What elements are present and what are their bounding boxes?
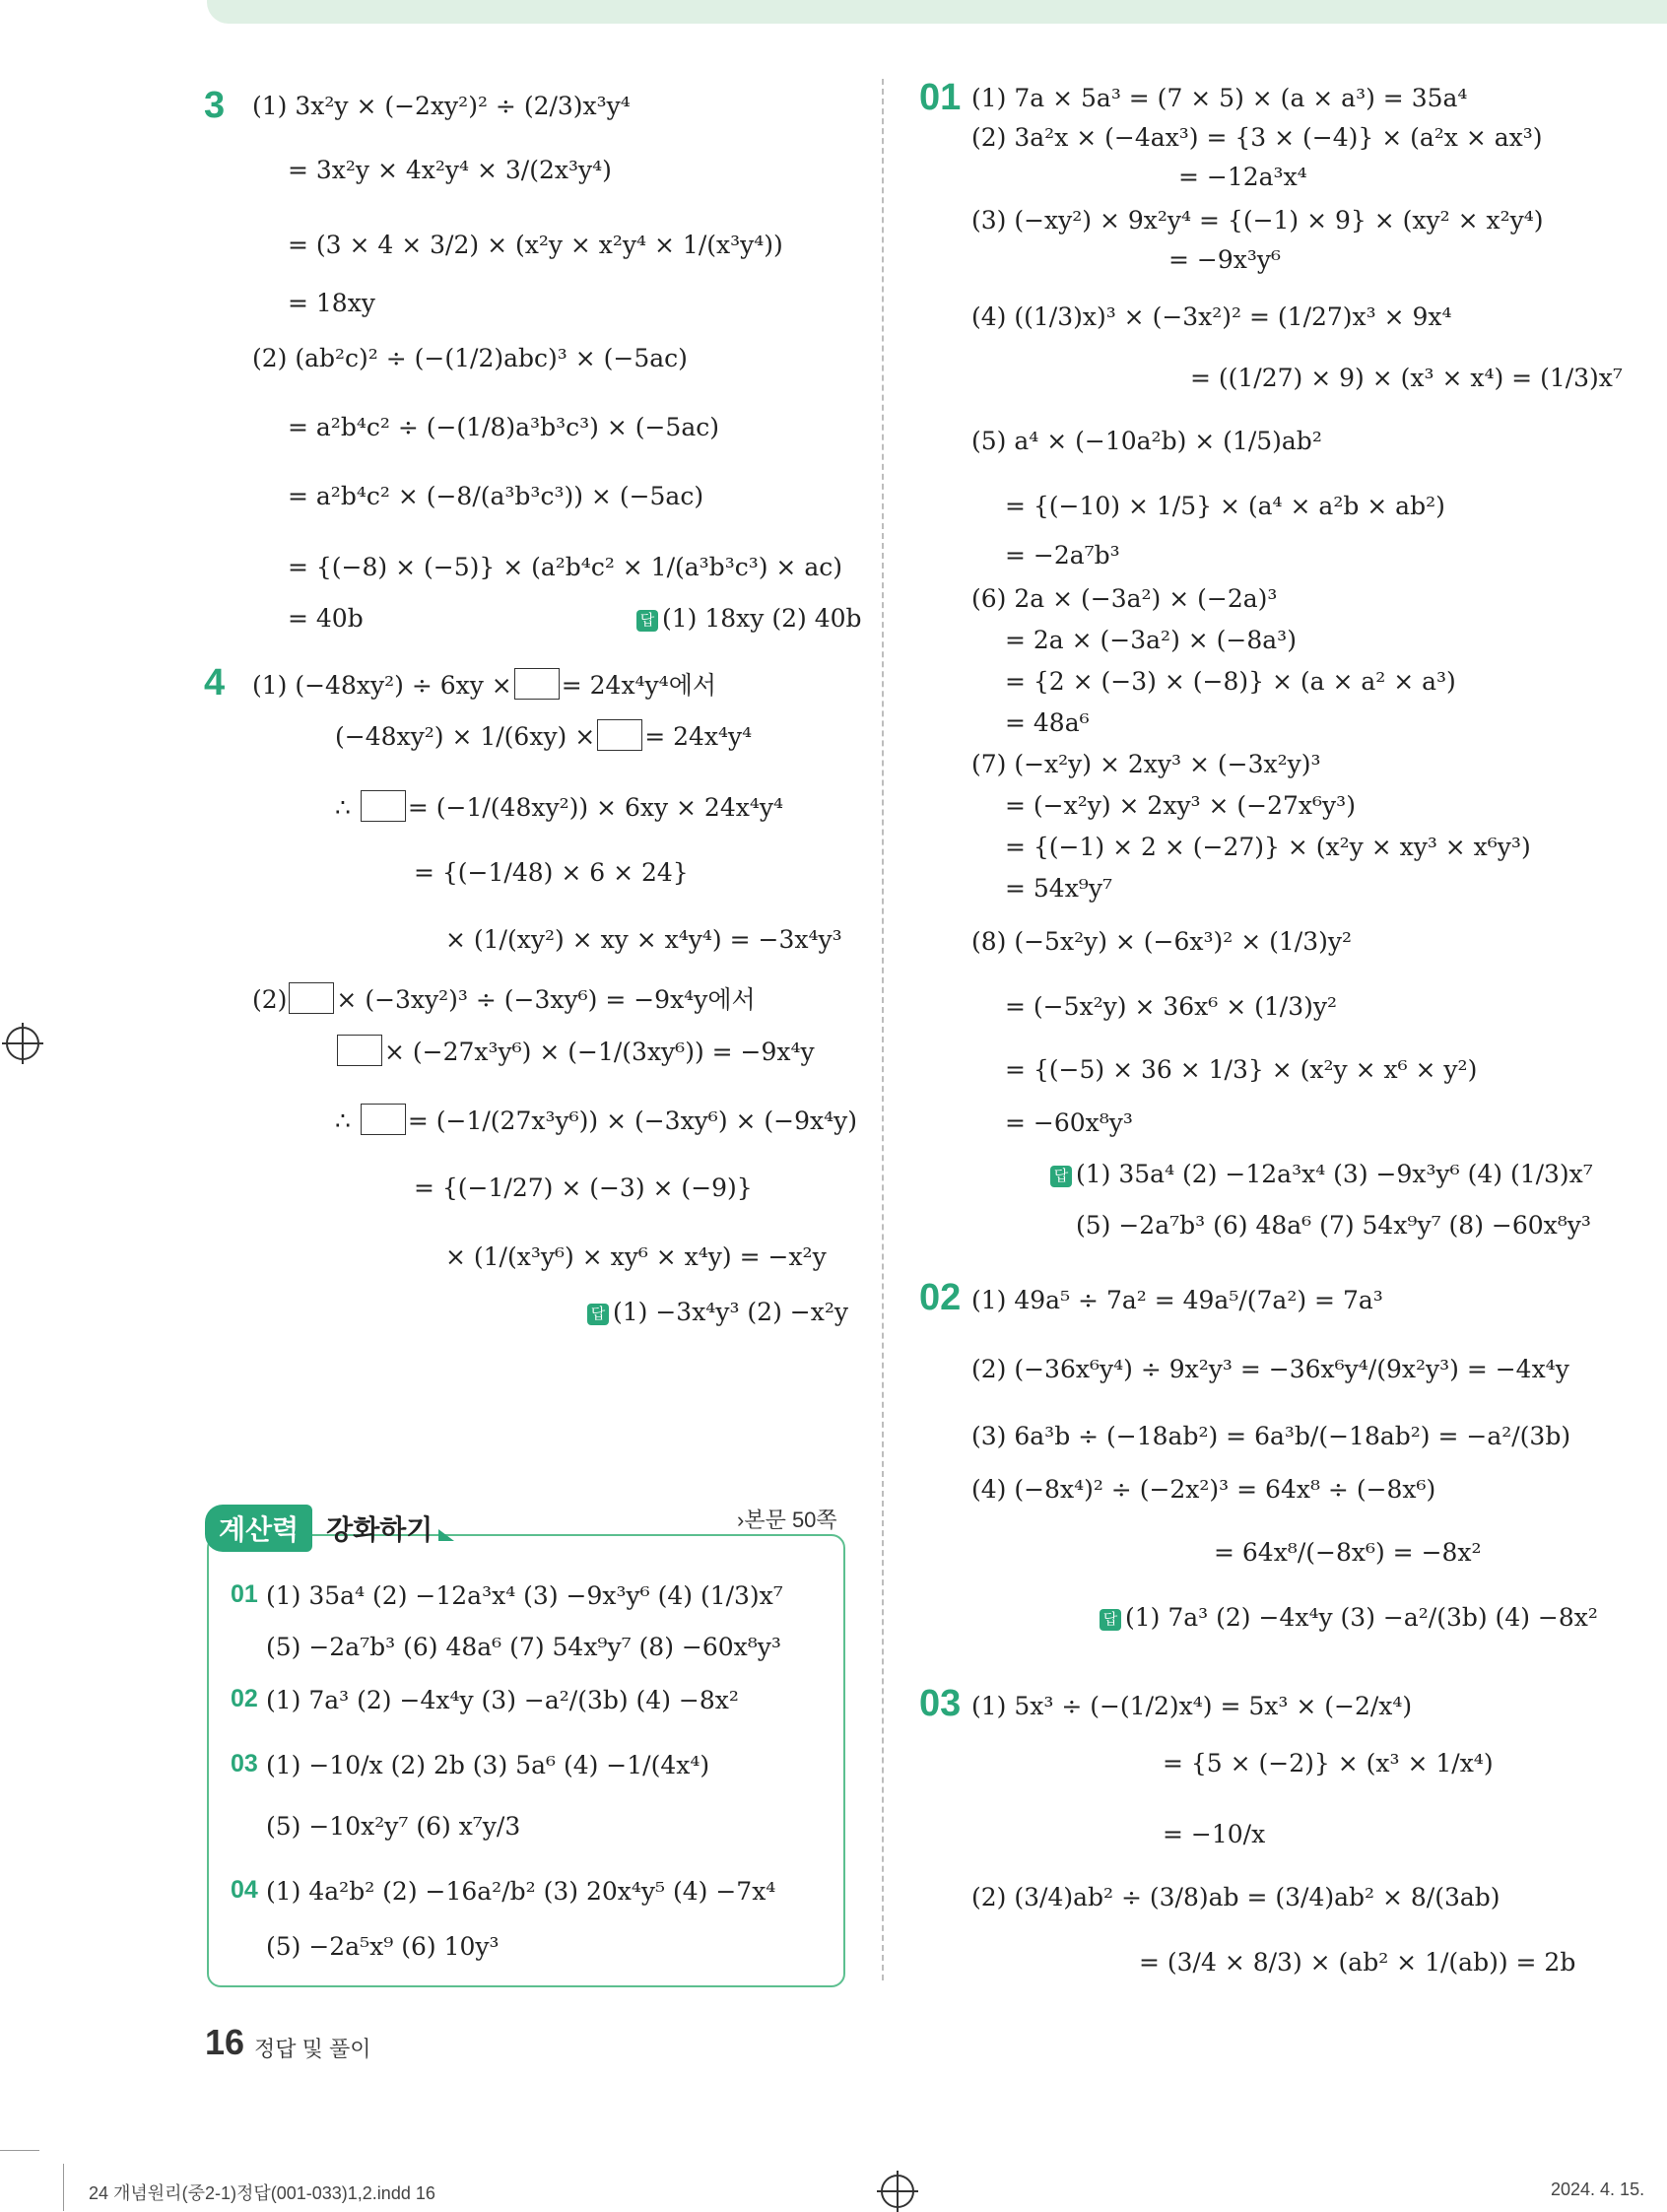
q03-line-1: (1) 5x³ ÷ (−(1/2)x⁴) = 5x³ × (−2/x⁴): [971, 1692, 1413, 1720]
p4-line-4: = {(−1/48) × 6 × 24}: [414, 858, 689, 887]
p4-line-3: [335, 790, 783, 823]
blank-box: [361, 790, 406, 822]
blank-box: [337, 1035, 382, 1066]
q01-line-5: = −9x³y⁶: [1168, 245, 1282, 274]
q02-answer-text: (1) 7a³ (2) −4x⁴y (3) −a²/(3b) (4) −8x²: [1125, 1603, 1598, 1632]
q01-line-1: (1) 7a × 5a³ = (7 × 5) × (a × a³) = 35a⁴: [971, 84, 1468, 112]
p4-line-3-text-b: = (−1/(48xy²)) × 6xy × 24x⁴y⁴: [407, 793, 783, 822]
q02-line-3: (3) 6a³b ÷ (−18ab²) = 6a³b/(−18ab²) = −a²/(3b): [971, 1422, 1571, 1450]
p4-line-2-text-a: (−48xy²) × 1/(6xy) ×: [335, 722, 596, 751]
p3-line-3: = (3 × 4 × 3/2) × (x²y × x²y⁴ × 1/(x³y⁴)): [288, 231, 783, 259]
q01-line-14: = 48a⁶: [1005, 708, 1090, 737]
calc-row-01a: (1) 35a⁴ (2) −12a³x⁴ (3) −9x³y⁶ (4) (1/3)x⁷: [266, 1581, 783, 1610]
q03-line-2: = {5 × (−2)} × (x³ × 1/x⁴): [1163, 1749, 1494, 1777]
q02-line-4: (4) (−8x⁴)² ÷ (−2x²)³ = 64x⁸ ÷ (−8x⁶): [971, 1475, 1436, 1504]
top-color-band: [207, 0, 1667, 24]
answer-badge-icon: 답: [1050, 1166, 1072, 1187]
p3-answer-text: (1) 18xy (2) 40b: [662, 604, 862, 633]
page-label: 정답 및 풀이: [254, 2037, 371, 2061]
q02-line-1: (1) 49a⁵ ÷ 7a² = 49a⁵/(7a²) = 7a³: [971, 1286, 1383, 1314]
p4-line-3-text-a: ∴: [335, 793, 351, 822]
p4-line-1-text-b: = 24x⁴y⁴에서: [561, 671, 717, 700]
q01-line-2: (2) 3a²x × (−4ax³) = {3 × (−4)} × (a²x × ax³): [971, 123, 1543, 152]
calc-practice-tag: 계산력: [205, 1505, 312, 1552]
q02-line-2: (2) (−36x⁶y⁴) ÷ 9x²y³ = −36x⁶y⁴/(9x²y³) = −4x⁴y: [971, 1355, 1569, 1383]
page-number: 16: [205, 2022, 245, 2062]
p4-line-6: [252, 982, 756, 1015]
p4-line-6-text-a: (2): [252, 985, 288, 1014]
registration-mark-icon: [881, 2175, 914, 2208]
q03-line-4: (2) (3/4)ab² ÷ (3/8)ab = (3/4)ab² × 8/(3ab): [971, 1883, 1500, 1911]
calc-row-03-number: 03: [231, 1750, 258, 1777]
calc-row-01-number: 01: [231, 1580, 258, 1608]
q01-line-12: = 2a × (−3a²) × (−8a³): [1005, 626, 1297, 654]
q01-line-13: = {2 × (−3) × (−8)} × (a × a² × a³): [1005, 667, 1456, 696]
p4-answer: [587, 1297, 848, 1327]
q01-answer-1-text: (1) 35a⁴ (2) −12a³x⁴ (3) −9x³y⁶ (4) (1/3)x⁷: [1076, 1160, 1593, 1188]
p4-line-8-text-a: ∴: [335, 1106, 351, 1135]
q01-line-21: = {(−5) × 36 × 1/3} × (x²y × x⁶ × y²): [1005, 1055, 1478, 1084]
column-divider: [882, 79, 884, 1980]
p4-line-2-text-b: = 24x⁴y⁴: [644, 722, 753, 751]
p4-line-5: × (1/(xy²) × xy × x⁴y⁴) = −3x⁴y³: [445, 925, 842, 954]
p4-line-1: [252, 668, 716, 701]
blank-box: [361, 1104, 406, 1135]
q02-answer: [1100, 1602, 1598, 1633]
calc-practice-header: [205, 1506, 454, 1551]
p3-answer: [636, 603, 862, 634]
question-number-02: 02: [919, 1277, 962, 1318]
q03-line-5: = (3/4 × 8/3) × (ab² × 1/(ab)) = 2b: [1139, 1948, 1576, 1977]
p4-line-7-text-b: × (−27x³y⁶) × (−1/(3xy⁶)) = −9x⁴y: [384, 1038, 815, 1066]
calc-practice-title: 강화하기: [326, 1514, 433, 1545]
p3-line-2: = 3x²y × 4x²y⁴ × 3/(2x³y⁴): [288, 156, 612, 184]
q01-line-22: = −60x⁸y³: [1005, 1108, 1133, 1137]
p4-line-8: [335, 1104, 857, 1136]
q03-line-3: = −10/x: [1163, 1820, 1266, 1848]
problem-number-4: 4: [204, 662, 226, 704]
p3-line-6: = a²b⁴c² ÷ (−(1/8)a³b³c³) × (−5ac): [288, 413, 719, 441]
q01-line-10: = −2a⁷b³: [1005, 541, 1120, 570]
q01-line-19: (8) (−5x²y) × (−6x³)² × (1/3)y²: [971, 927, 1353, 956]
slug-date: 2024. 4. 15.: [1551, 2179, 1645, 2199]
q01-line-3: = −12a³x⁴: [1178, 163, 1307, 191]
p4-line-10: × (1/(x³y⁶) × xy⁶ × x⁴y) = −x²y: [445, 1242, 827, 1271]
p4-line-8-text-b: = (−1/(27x³y⁶)) × (−3xy⁶) × (−9x⁴y): [407, 1106, 858, 1135]
p4-answer-text: (1) −3x⁴y³ (2) −x²y: [613, 1298, 848, 1326]
calc-row-03a: (1) −10/x (2) 2b (3) 5a⁶ (4) −1/(4x⁴): [266, 1751, 710, 1779]
q01-line-6: (4) ((1/3)x)³ × (−3x²)² = (1/27)x³ × 9x⁴: [971, 302, 1452, 331]
blank-box: [289, 982, 334, 1014]
answer-badge-icon: 답: [587, 1304, 609, 1325]
question-number-03: 03: [919, 1683, 962, 1724]
page-reference: ›본문 50쪽: [737, 1508, 837, 1532]
blank-box: [514, 668, 560, 700]
p4-line-1-text-a: (1) (−48xy²) ÷ 6xy ×: [252, 671, 512, 700]
calc-row-04b: (5) −2a⁵x⁹ (6) 10y³: [266, 1932, 500, 1961]
q01-line-20: = (−5x²y) × 36x⁶ × (1/3)y²: [1005, 992, 1337, 1021]
p3-line-4: = 18xy: [288, 289, 375, 317]
q01-line-18: = 54x⁹y⁷: [1005, 874, 1112, 903]
q01-line-7: = ((1/27) × 9) × (x³ × x⁴) = (1/3)x⁷: [1190, 364, 1623, 392]
calc-row-02: (1) 7a³ (2) −4x⁴y (3) −a²/(3b) (4) −8x²: [266, 1686, 739, 1714]
p3-line-5: (2) (ab²c)² ÷ (−(1/2)abc)³ × (−5ac): [252, 344, 688, 372]
q01-line-8: (5) a⁴ × (−10a²b) × (1/5)ab²: [971, 427, 1322, 455]
q02-line-5: = 64x⁸/(−8x⁶) = −8x²: [1214, 1538, 1482, 1567]
q01-answer-2: (5) −2a⁷b³ (6) 48a⁶ (7) 54x⁹y⁷ (8) −60x⁸y³: [1076, 1211, 1591, 1240]
registration-mark-icon: [6, 1027, 39, 1060]
p3-line-9: = 40b: [288, 604, 364, 633]
p3-line-1: (1) 3x²y × (−2xy²)² ÷ (2/3)x³y⁴: [252, 92, 631, 120]
crop-line: [63, 2164, 64, 2211]
calc-row-02-number: 02: [231, 1685, 258, 1712]
blank-box: [597, 719, 642, 751]
calc-row-03b: (5) −10x²y⁷ (6) x⁷y/3: [266, 1812, 521, 1841]
q01-line-17: = {(−1) × 2 × (−27)} × (x²y × xy³ × x⁶y³): [1005, 833, 1531, 861]
question-number-01: 01: [919, 77, 962, 118]
p4-line-7: [335, 1035, 815, 1067]
calc-row-04-number: 04: [231, 1876, 258, 1904]
q01-line-4: (3) (−xy²) × 9x²y⁴ = {(−1) × 9} × (xy² × x²y⁴): [971, 206, 1544, 235]
q01-answer-1: [1050, 1159, 1593, 1189]
crop-line: [0, 2150, 39, 2151]
answer-badge-icon: 답: [1100, 1609, 1121, 1631]
q01-line-16: = (−x²y) × 2xy³ × (−27x⁶y³): [1005, 791, 1356, 820]
p4-line-6-text-b: × (−3xy²)³ ÷ (−3xy⁶) = −9x⁴y에서: [336, 985, 756, 1014]
p3-line-7: = a²b⁴c² × (−8/(a³b³c³)) × (−5ac): [288, 482, 704, 510]
problem-number-3: 3: [204, 85, 226, 126]
calc-row-04a: (1) 4a²b² (2) −16a²/b² (3) 20x⁴y⁵ (4) −7x⁴: [266, 1877, 776, 1906]
q01-line-9: = {(−10) × 1/5} × (a⁴ × a²b × ab²): [1005, 492, 1445, 520]
q01-line-15: (7) (−x²y) × 2xy³ × (−3x²y)³: [971, 750, 1321, 778]
p3-line-8: = {(−8) × (−5)} × (a²b⁴c² × 1/(a³b³c³) × ac): [288, 553, 842, 581]
flag-arrow-icon: [438, 1529, 454, 1541]
calc-row-01b: (5) −2a⁷b³ (6) 48a⁶ (7) 54x⁹y⁷ (8) −60x⁸y³: [266, 1633, 781, 1661]
p4-line-9: = {(−1/27) × (−3) × (−9)}: [414, 1173, 753, 1202]
slug-filename: 24 개념원리(중2-1)정답(001-033)1,2.indd 16: [89, 2183, 435, 2203]
p4-line-2: [335, 719, 752, 752]
answer-badge-icon: 답: [636, 610, 658, 632]
q01-line-11: (6) 2a × (−3a²) × (−2a)³: [971, 584, 1278, 613]
